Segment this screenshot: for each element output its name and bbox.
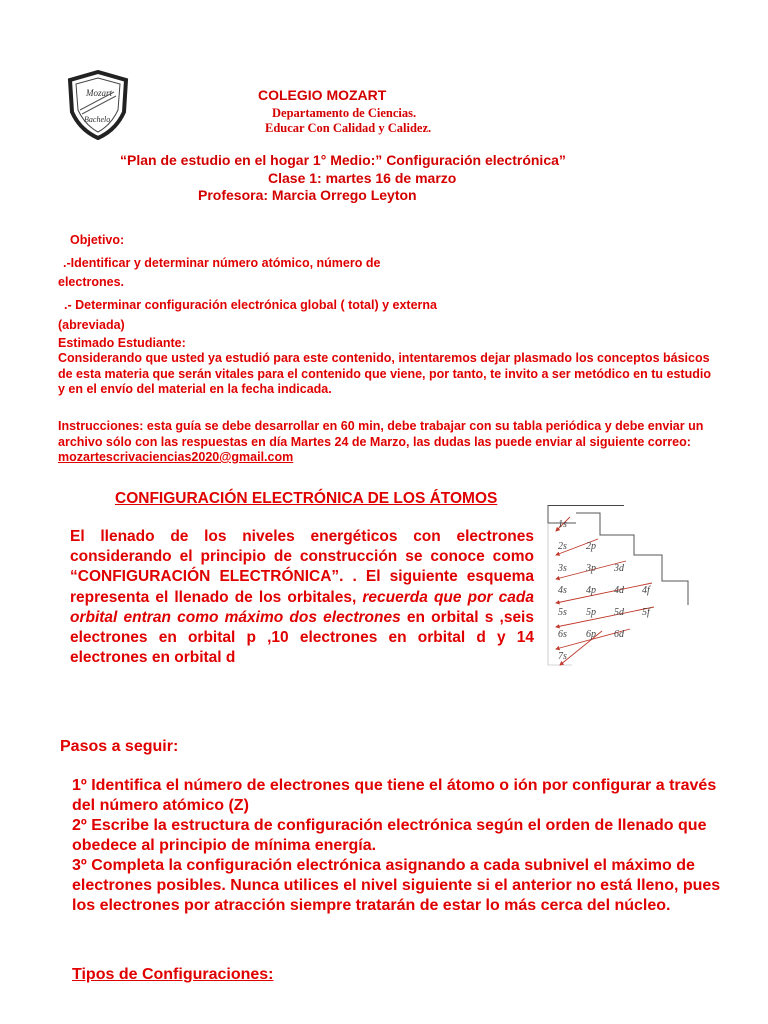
instructions-paragraph (58, 419, 718, 466)
intro-paragraph: Considerando que usted ya estudió para este contenido, intentaremos dejar plasmado los conceptos básicos de esta materia que serán vitales para el contenido que viene, por tanto, te invito a ser metódico en tu estudio y en el envío del material en la fecha indicada. (58, 351, 711, 396)
orbital-label: 3s (558, 563, 567, 574)
section-body (70, 527, 534, 668)
orbital-label: 6p (586, 629, 596, 640)
school-motto: Educar Con Calidad y Calidez. (265, 121, 432, 135)
instructions-text: Instrucciones: esta guía se debe desarrollar en 60 min, debe trabajar con su tabla periódica y debe enviar un archivo sólo con las respuestas en día Martes 24 de Marzo, las dudas las puede enviar al siguiente correo: (58, 419, 704, 449)
svg-text:Mozart: Mozart (86, 88, 113, 98)
orbital-label: 6d (614, 629, 624, 640)
teacher-name: Profesora: Marcia Orrego Leyton (198, 187, 417, 203)
orbital-label: 1s (558, 519, 567, 530)
steps-title: Pasos a seguir: (60, 738, 179, 755)
objective-item-2-cont: (abreviada) (58, 318, 125, 332)
step-1: 1º Identifica el número de electrones que tiene el átomo o ión por configurar a través del número atómico (Z) (72, 777, 717, 814)
types-heading: Tipos de Configuraciones: (72, 966, 274, 983)
orbital-filling-diagram (542, 505, 692, 680)
objective-item-1: .-Identificar y determinar número atómico, número de (63, 256, 381, 270)
svg-text:Bachelo: Bachelo (84, 115, 111, 124)
orbital-label: 4f (642, 585, 650, 596)
orbital-label: 4s (558, 585, 567, 596)
body-text-1: El llenado de los niveles energéticos con electrones considerando el principio de construcción se conoce como “CONFIGURACIÓN ELECTRÓNICA”. . El siguiente esquema representa el llenado de los orbitales, (70, 528, 534, 606)
orbital-label: 3d (614, 563, 624, 574)
study-plan-title: “Plan de estudio en el hogar 1° Medio:” Configuración electrónica” (120, 152, 566, 168)
orbital-label: 3p (586, 563, 596, 574)
school-name: COLEGIO MOZART (258, 87, 387, 103)
greeting: Estimado Estudiante: (58, 336, 186, 350)
contact-email-link[interactable]: mozartescrivaciencias2020@gmail.com (58, 450, 294, 464)
orbital-label: 5f (642, 607, 650, 618)
orbital-label: 5d (614, 607, 624, 618)
step-2: 2º Escribe la estructura de configuración electrónica según el orden de llenado que obedece al principio de mínima energía. (72, 817, 707, 854)
department-name: Departamento de Ciencias. (272, 106, 417, 120)
steps-list (72, 776, 732, 916)
orbital-label: 2p (586, 541, 596, 552)
orbital-label: 6s (558, 629, 567, 640)
step-3: 3º Completa la configuración electrónica asignando a cada subnivel el máximo de electrones posibles. Nunca utilices el nivel siguiente si el anterior no está lleno, pues los electrones por atracción siempre tratarán de estar lo más cerca del núcleo. (72, 857, 721, 914)
objective-item-2: .- Determinar configuración electrónica global ( total) y externa (64, 298, 437, 312)
body-italic-text: recuerda que por cada orbital entran como máximo dos electrones (70, 588, 534, 626)
section-heading: CONFIGURACIÓN ELECTRÓNICA DE LOS ÁTOMOS (115, 490, 498, 507)
orbital-label: 4d (614, 585, 624, 596)
orbital-label: 7s (558, 651, 567, 662)
orbital-label: 5p (586, 607, 596, 618)
body-text-2: en orbital s ,seis electrones en orbital p ,10 electrones en orbital d y 14 electrones en orbital d (70, 608, 534, 667)
orbital-label: 4p (586, 585, 596, 596)
objective-label: Objetivo: (70, 233, 125, 247)
class-date: Clase 1: martes 16 de marzo (268, 170, 457, 186)
orbital-label: 5s (558, 607, 567, 618)
orbital-label: 2s (558, 541, 567, 552)
objective-item-1-cont: electrones. (58, 275, 125, 289)
school-logo (66, 70, 130, 140)
